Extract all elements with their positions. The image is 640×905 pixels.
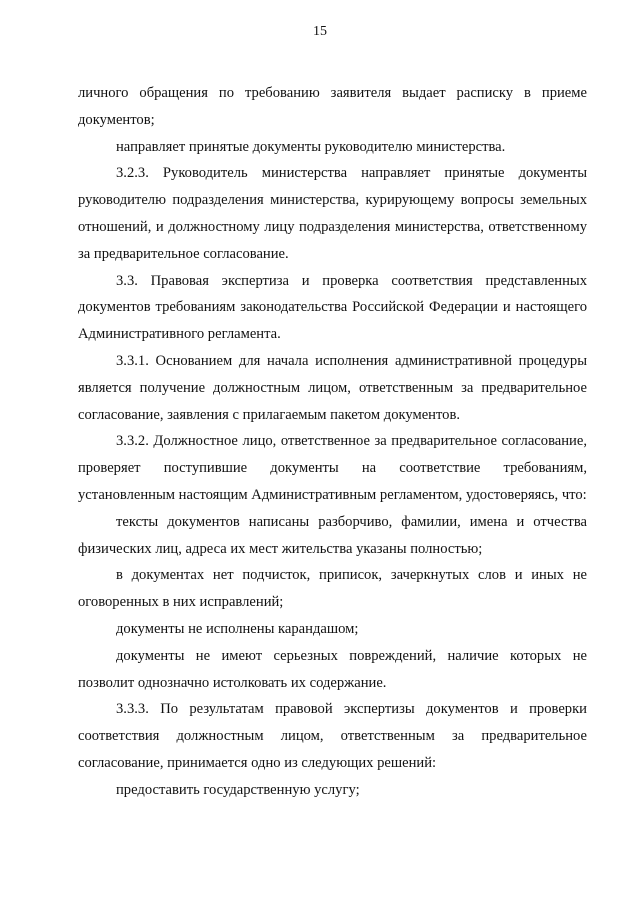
- paragraph-forward-to-head: направляет принятые документы руководителю министерства.: [116, 138, 506, 155]
- paragraph-3-3-3: 3.3.3. По результатам правовой экспертизы документов и проверки соответствия должностным лицом, ответственным за предварительное согласование, принимается одно из следующих решений:: [78, 701, 587, 771]
- list-item-no-erasures: в документах нет подчисток, приписок, зачеркнутых слов и иных не оговоренных в них исправлений;: [78, 567, 587, 611]
- list-item-no-damage: документы не имеют серьезных повреждений, наличие которых не позволит однозначно истолковать их содержание.: [78, 647, 587, 691]
- list-item-legible-texts: тексты документов написаны разборчиво, фамилии, имена и отчества физических лиц, адреса их мест жительства указаны полностью;: [78, 513, 587, 557]
- list-item-provide-service: предоставить государственную услугу;: [116, 781, 360, 798]
- paragraph-3-3: 3.3. Правовая экспертиза и проверка соответствия представленных документов требованиям законодательства Российской Федерации и настоящего Административного регламента.: [78, 272, 587, 343]
- document-body: [78, 80, 587, 804]
- page-number: 15: [313, 24, 327, 39]
- paragraph-3-3-2: 3.3.2. Должностное лицо, ответственное за предварительное согласование, проверяет поступившие документы на соответствие требованиям, установленным настоящим Административным регламентом, удостоверяясь, что:: [78, 433, 587, 503]
- paragraph-3-2-3: 3.2.3. Руководитель министерства направляет принятые документы руководителю подразделения министерства, курирующему вопросы земельных отношений, и должностному лицу подразделения министерства, ответственному за предварительное согласование.: [78, 165, 587, 262]
- list-item-no-pencil: документы не исполнены карандашом;: [116, 620, 359, 637]
- paragraph-3-3-1: 3.3.1. Основанием для начала исполнения административной процедуры является получение должностным лицом, ответственным за предварительное согласование, заявления с прилагаемым пакетом документов.: [78, 352, 587, 423]
- paragraph-continuation: личного обращения по требованию заявителя выдает расписку в приеме документов;: [78, 85, 587, 128]
